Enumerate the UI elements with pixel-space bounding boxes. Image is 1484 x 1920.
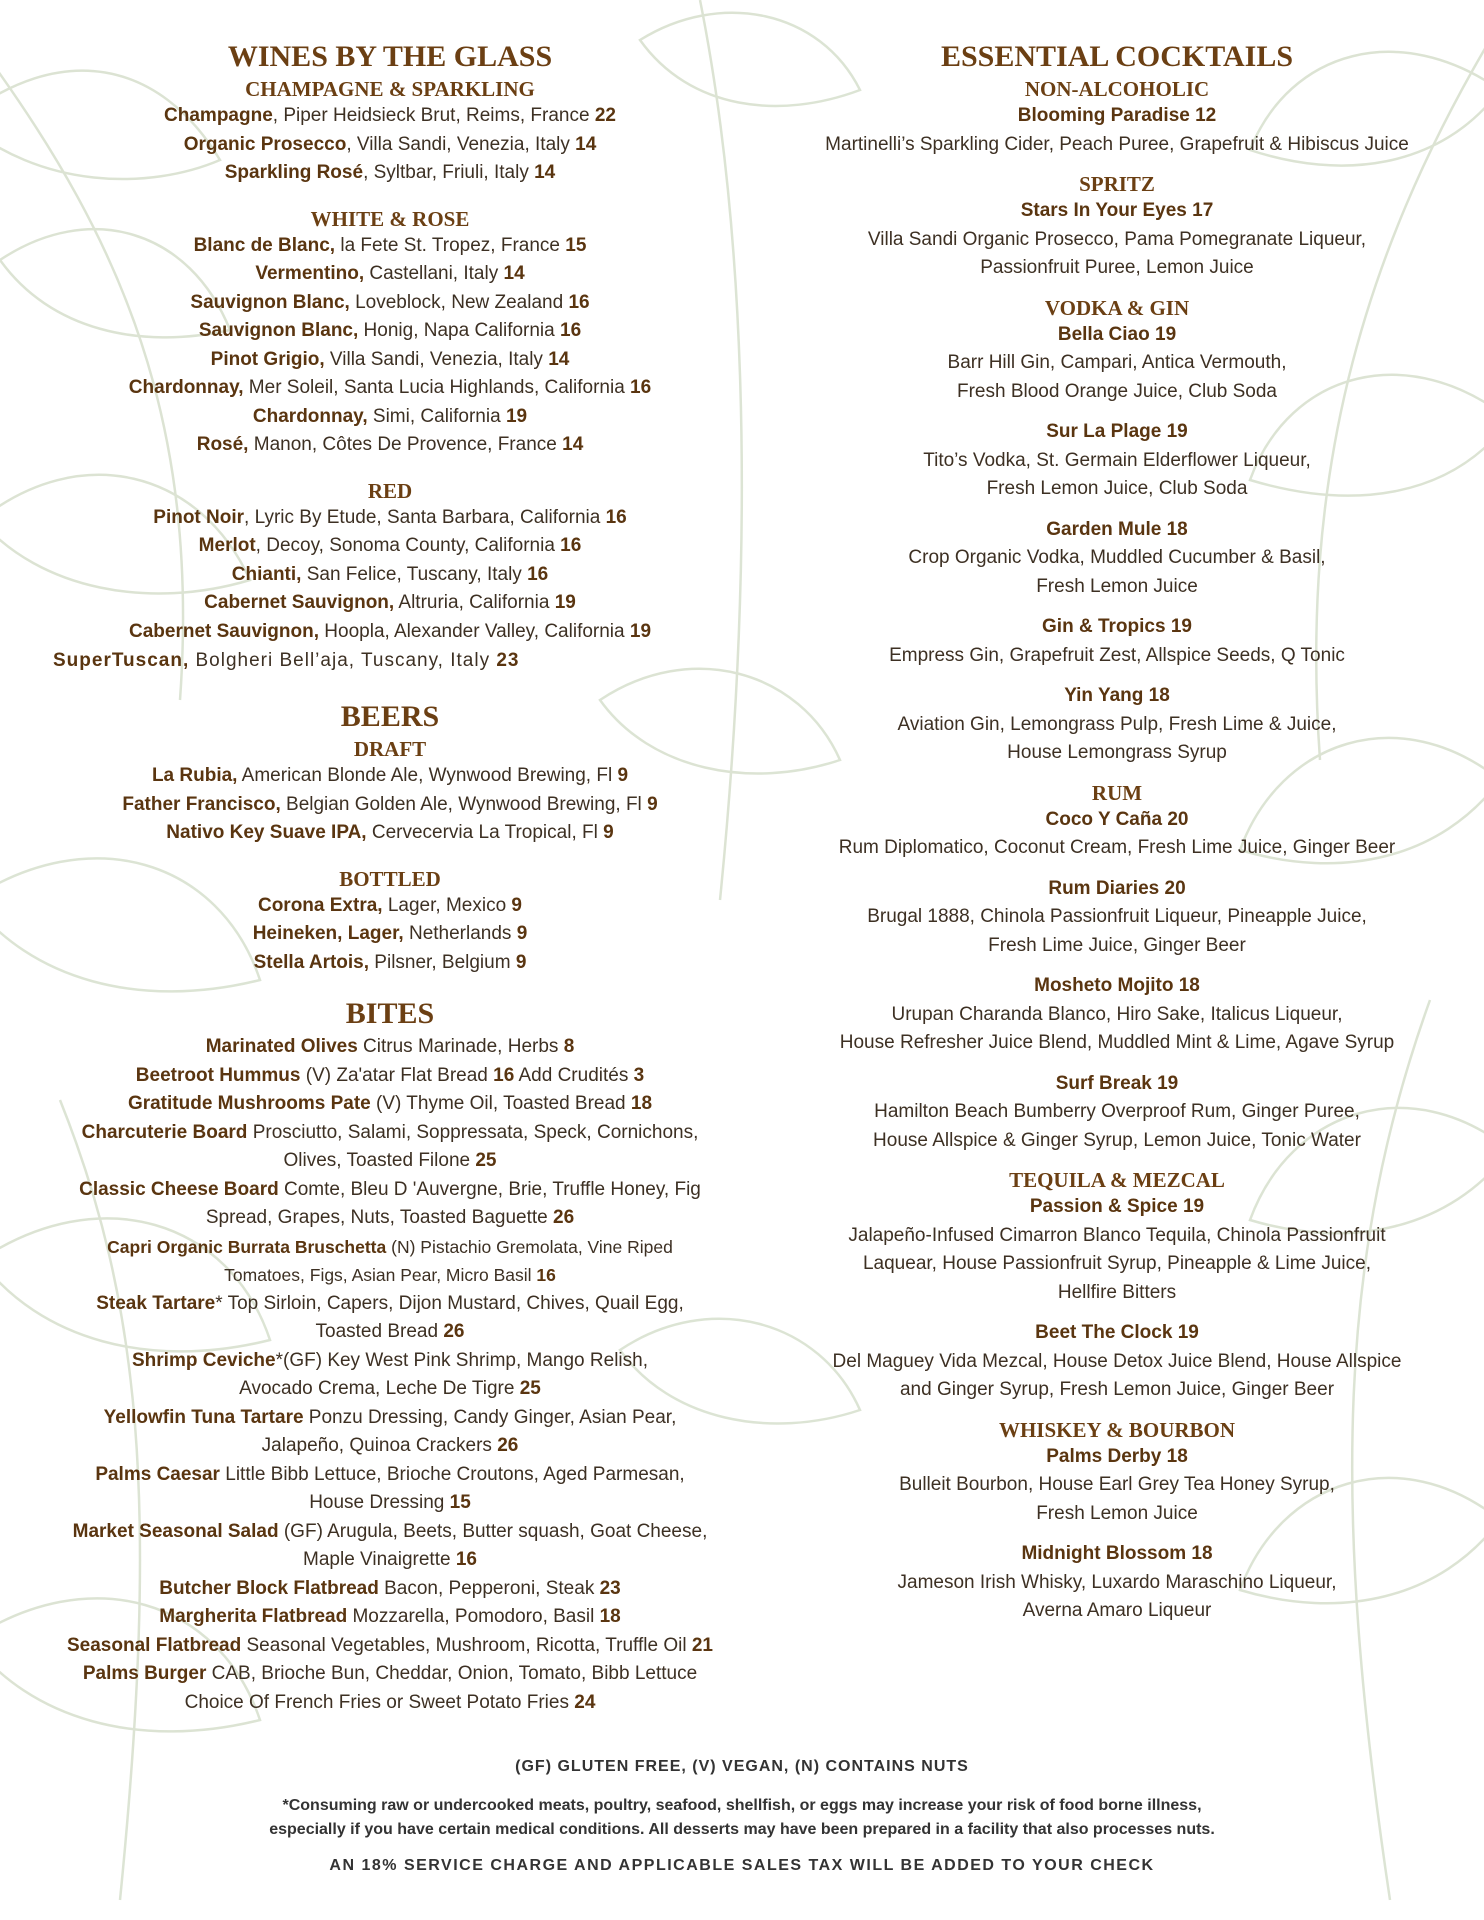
service-charge-note: AN 18% SERVICE CHARGE AND APPLICABLE SALES TAX WILL BE ADDED TO YOUR CHECK	[329, 1857, 1155, 1874]
menu-item: Charcuterie Board Prosciutto, Salami, Soppressata, Speck, Cornichons,	[81, 1121, 699, 1143]
vodka-gin-heading: VODKA & GIN	[1044, 295, 1190, 320]
drink-desc: Hellfire Bitters	[1057, 1281, 1177, 1303]
cocktails-heading: ESSENTIAL COCKTAILS	[940, 40, 1294, 73]
menu-item-cont: Jalapeño, Quinoa Crackers 26	[261, 1435, 519, 1456]
menu-item: Capri Organic Burrata Bruschetta (N) Pistachio Gremolata, Vine Riped	[107, 1236, 673, 1257]
menu-item-cont: Toasted Bread 26	[315, 1321, 465, 1342]
non-alcoholic-heading: NON-ALCOHOLIC	[1024, 77, 1210, 101]
drink-desc: Averna Amaro Liqueur	[1022, 1600, 1212, 1621]
menu-item-cont: Olives, Toasted Filone 25	[283, 1150, 497, 1171]
drink-desc: Fresh Blood Orange Juice, Club Soda	[956, 380, 1277, 402]
drink-name: Bella Ciao 19	[1057, 323, 1177, 345]
menu-item: Rosé, Manon, Côtes De Provence, France 14	[196, 434, 584, 455]
drink-desc: Villa Sandi Organic Prosecco, Pama Pomegranate Liqueur,	[867, 228, 1367, 250]
drink-name: Rum Diaries 20	[1048, 877, 1186, 899]
drink-desc: Fresh Lemon Juice, Club Soda	[986, 478, 1248, 499]
red-heading: RED	[367, 478, 413, 503]
menu-item: Sparkling Rosé, Syltbar, Friuli, Italy 14	[224, 162, 556, 183]
menu-item: Sauvignon Blanc, Honig, Napa California 16	[198, 320, 582, 341]
menu-item: Butcher Block Flatbread Bacon, Pepperoni, Steak 23	[159, 1577, 621, 1599]
drink-name: Sur La Plage 19	[1046, 421, 1188, 442]
menu-item: Father Francisco, Belgian Golden Ale, Wynwood Brewing, Fl 9	[122, 793, 658, 815]
drink-name: Beet The Clock 19	[1035, 1322, 1199, 1343]
drink-name: Palms Derby 18	[1046, 1445, 1188, 1467]
drink-desc: Hamilton Beach Bumberry Overproof Rum, Ginger Puree,	[874, 1101, 1360, 1122]
menu-item: Shrimp Ceviche*(GF) Key West Pink Shrimp, Mango Relish,	[132, 1349, 648, 1371]
menu-item: Pinot Noir, Lyric By Etude, Santa Barbara, California 16	[153, 506, 627, 528]
menu-item: Steak Tartare* Top Sirloin, Capers, Dijon Mustard, Chives, Quail Egg,	[96, 1292, 684, 1314]
drink-name: Garden Mule 18	[1046, 518, 1188, 540]
drink-name: Yin Yang 18	[1064, 685, 1170, 706]
menu-item: Classic Cheese Board Comte, Bleu D 'Auvergne, Brie, Truffle Honey, Fig	[79, 1178, 701, 1200]
drink-desc: Jameson Irish Whisky, Luxardo Maraschino Liqueur,	[897, 1571, 1337, 1593]
menu-item: Nativo Key Suave IPA, Cervecervia La Tropical, Fl 9	[166, 822, 614, 843]
menu-item: Seasonal Flatbread Seasonal Vegetables, Mushroom, Ricotta, Truffle Oil 21	[67, 1634, 713, 1656]
menu-item: Beetroot Hummus (V) Za'atar Flat Bread 16 Add Crudités 3	[135, 1064, 645, 1086]
menu-item: Chardonnay, Mer Soleil, Santa Lucia Highlands, California 16	[128, 377, 652, 398]
menu-item: Yellowfin Tuna Tartare Ponzu Dressing, Candy Ginger, Asian Pear,	[103, 1406, 677, 1428]
drink-name: Stars In Your Eyes 17	[1020, 200, 1214, 221]
menu-item: Merlot, Decoy, Sonoma County, California 16	[198, 535, 582, 556]
drink-desc: Tito’s Vodka, St. Germain Elderflower Liqueur,	[923, 449, 1311, 471]
menu-item: La Rubia, American Blonde Ale, Wynwood Brewing, Fl 9	[151, 765, 629, 786]
whiskey-heading: WHISKEY & BOURBON	[998, 1417, 1236, 1442]
menu-item-cont: Maple Vinaigrette 16	[303, 1549, 477, 1570]
drink-desc: Martinelli’s Sparkling Cider, Peach Puree, Grapefruit & Hibiscus Juice	[825, 133, 1409, 155]
menu-item: Market Seasonal Salad (GF) Arugula, Beets, Butter squash, Goat Cheese,	[72, 1520, 708, 1542]
wines-heading: WINES BY THE GLASS	[227, 40, 553, 73]
menu-item: Stella Artois, Pilsner, Belgium 9	[253, 951, 527, 973]
menu-item: Vermentino, Castellani, Italy 14	[255, 263, 525, 284]
beers-heading: BEERS	[340, 700, 440, 733]
menu-item: Chardonnay, Simi, California 19	[252, 405, 528, 427]
menu-item-cont: Tomatoes, Figs, Asian Pear, Micro Basil 16	[224, 1265, 556, 1285]
menu-item-cont: Choice Of French Fries or Sweet Potato Fries 24	[184, 1691, 596, 1713]
bottled-heading: BOTTLED	[339, 866, 441, 891]
drink-desc: House Lemongrass Syrup	[1007, 742, 1227, 763]
drink-desc: Del Maguey Vida Mezcal, House Detox Juice Blend, House Allspice	[832, 1350, 1402, 1372]
drink-desc: House Refresher Juice Blend, Muddled Mint & Lime, Agave Syrup	[839, 1032, 1395, 1053]
menu-item: Chianti, San Felice, Tuscany, Italy 16	[231, 563, 549, 585]
drink-name: Blooming Paradise 12	[1017, 105, 1217, 126]
menu-item: Cabernet Sauvignon, Hoopla, Alexander Valley, California 19	[128, 620, 652, 642]
drink-desc: House Allspice & Ginger Syrup, Lemon Juice, Tonic Water	[873, 1129, 1361, 1151]
menu-item-cont: House Dressing 15	[309, 1492, 471, 1513]
drink-desc: Barr Hill Gin, Campari, Antica Vermouth,	[947, 352, 1287, 373]
menu-item: Organic Prosecco, Villa Sandi, Venezia, Italy 14	[183, 133, 597, 155]
menu-item: Pinot Grigio, Villa Sandi, Venezia, Italy 14	[210, 348, 570, 370]
drink-desc: Aviation Gin, Lemongrass Pulp, Fresh Lime & Juice,	[897, 713, 1337, 735]
sparkling-heading: CHAMPAGNE & SPARKLING	[245, 77, 535, 101]
drink-desc: Fresh Lemon Juice	[1036, 1502, 1198, 1524]
drink-name: Mosheto Mojito 18	[1034, 975, 1200, 996]
drink-name: Surf Break 19	[1055, 1072, 1179, 1094]
bites-heading: BITES	[345, 997, 435, 1030]
drink-desc: Empress Gin, Grapefruit Zest, Allspice Seeds, Q Tonic	[889, 644, 1345, 666]
drink-desc: Fresh Lime Juice, Ginger Beer	[988, 934, 1246, 956]
drink-desc: Brugal 1888, Chinola Passionfruit Liqueur, Pineapple Juice,	[867, 906, 1367, 927]
tequila-heading: TEQUILA & MEZCAL	[1009, 1168, 1225, 1192]
spritz-heading: SPRITZ	[1079, 172, 1155, 196]
right-column	[780, 38, 1454, 1626]
menu-item: Margherita Flatbread Mozzarella, Pomodoro, Basil 18	[159, 1606, 621, 1627]
menu-item: Cabernet Sauvignon, Altruria, California 19	[204, 592, 576, 613]
drink-name: Midnight Blossom 18	[1021, 1543, 1213, 1564]
drink-desc: Bulleit Bourbon, House Earl Grey Tea Honey Syrup,	[899, 1474, 1335, 1495]
menu-item: Palms Burger CAB, Brioche Bun, Cheddar, Onion, Tomato, Bibb Lettuce	[82, 1663, 698, 1684]
menu-item-cont: Spread, Grapes, Nuts, Toasted Baguette 26	[205, 1207, 575, 1228]
health-warning: *Consuming raw or undercooked meats, poultry, seafood, shellfish, or eggs may increase your risk of food borne illness, especially if you have certain medical conditions. All desserts may have been prepared in a facility that also processes nuts.	[269, 1797, 1215, 1838]
drink-name: Coco Y Caña 20	[1045, 808, 1189, 830]
drink-name: Passion & Spice 19	[1029, 1196, 1205, 1217]
drink-desc: Crop Organic Vodka, Muddled Cucumber & Basil,	[908, 547, 1326, 568]
menu-item: Marinated Olives Citrus Marinade, Herbs 8	[205, 1036, 575, 1057]
left-column	[30, 38, 750, 1717]
menu-item: Heineken, Lager, Netherlands 9	[252, 923, 528, 944]
drink-desc: Fresh Lemon Juice	[1036, 575, 1198, 597]
drink-desc: Urupan Charanda Blanco, Hiro Sake, Italicus Liqueur,	[891, 1003, 1343, 1025]
drink-name: Gin & Tropics 19	[1042, 616, 1192, 637]
menu-item: Champagne, Piper Heidsieck Brut, Reims, France 22	[164, 105, 616, 126]
rum-heading: RUM	[1091, 780, 1143, 805]
menu-item: Palms Caesar Little Bibb Lettuce, Brioche Croutons, Aged Parmesan,	[95, 1463, 685, 1485]
drink-desc: Rum Diplomatico, Coconut Cream, Fresh Lime Juice, Ginger Beer	[838, 837, 1396, 858]
menu-item: SuperTuscan, Bolgheri Bell’aja, Tuscany, Italy 23	[53, 650, 520, 671]
drink-desc: and Ginger Syrup, Fresh Lemon Juice, Ginger Beer	[899, 1379, 1335, 1400]
menu-item: Gratitude Mushrooms Pate (V) Thyme Oil, Toasted Bread 18	[127, 1093, 653, 1114]
menu-item-cont: Avocado Crema, Leche De Tigre 25	[239, 1378, 541, 1399]
white-rose-heading: WHITE & ROSE	[310, 206, 470, 231]
dietary-legend: (GF) GLUTEN FREE, (V) VEGAN, (N) CONTAINS NUTS	[515, 1758, 969, 1775]
drink-desc: Jalapeño-Infused Cimarron Blanco Tequila, Chinola Passionfruit	[848, 1224, 1386, 1246]
menu-item: Sauvignon Blanc, Loveblock, New Zealand 16	[190, 291, 590, 313]
menu-item: Blanc de Blanc, la Fete St. Tropez, France 15	[193, 234, 587, 256]
drink-desc: Passionfruit Puree, Lemon Juice	[980, 257, 1254, 278]
draft-heading: DRAFT	[353, 737, 427, 761]
drink-desc: Laquear, House Passionfruit Syrup, Pineapple & Lime Juice,	[862, 1253, 1372, 1274]
menu-item: Corona Extra, Lager, Mexico 9	[257, 894, 522, 916]
